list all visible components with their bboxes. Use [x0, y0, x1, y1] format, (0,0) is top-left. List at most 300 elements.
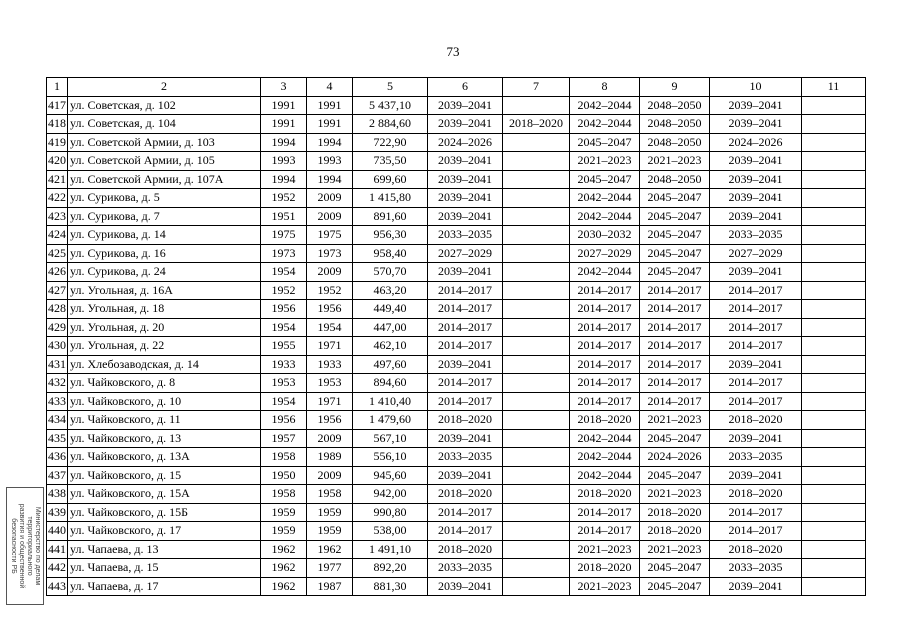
- stamp-line: Министерство по делам: [34, 506, 41, 586]
- cell-period-roof: 2039–2041: [428, 115, 503, 134]
- cell-year-built: 1973: [261, 244, 307, 263]
- table-row: [47, 429, 866, 448]
- cell-row-number: 439: [47, 503, 68, 522]
- cell-area: 990,80: [353, 503, 428, 522]
- cell-notes: [802, 374, 866, 393]
- cell-period-systems: 2048–2050: [640, 133, 710, 152]
- column-header: 9: [640, 78, 710, 97]
- cell-area: 447,00: [353, 318, 428, 337]
- cell-year-built: 1956: [261, 300, 307, 319]
- cell-row-number: 423: [47, 207, 68, 226]
- cell-period-general: 2014–2017: [710, 522, 802, 541]
- cell-notes: [802, 577, 866, 596]
- cell-period-roof: 2033–2035: [428, 448, 503, 467]
- cell-year-modernized: 1987: [307, 577, 353, 596]
- cell-period-systems: 2048–2050: [640, 96, 710, 115]
- cell-row-number: 421: [47, 170, 68, 189]
- cell-period-general: 2039–2041: [710, 207, 802, 226]
- column-header: 4: [307, 78, 353, 97]
- cell-period-roof: 2014–2017: [428, 337, 503, 356]
- cell-year-built: 1954: [261, 318, 307, 337]
- cell-area: 699,60: [353, 170, 428, 189]
- cell-area: 449,40: [353, 300, 428, 319]
- cell-period-foundation: 2018–2020: [570, 559, 640, 578]
- cell-period-roof: 2014–2017: [428, 522, 503, 541]
- cell-notes: [802, 337, 866, 356]
- cell-period-roof: 2039–2041: [428, 189, 503, 208]
- cell-row-number: 428: [47, 300, 68, 319]
- cell-period-roof: 2039–2041: [428, 96, 503, 115]
- cell-year-modernized: 1952: [307, 281, 353, 300]
- table-header-row: [47, 78, 866, 97]
- cell-period-foundation: 2027–2029: [570, 244, 640, 263]
- cell-period-facade: [503, 152, 570, 171]
- cell-period-roof: 2014–2017: [428, 392, 503, 411]
- stamp-line: безопасности РБ: [10, 518, 17, 574]
- cell-period-foundation: 2042–2044: [570, 448, 640, 467]
- cell-address: ул. Советской Армии, д. 107А: [68, 170, 261, 189]
- cell-area: 462,10: [353, 337, 428, 356]
- cell-period-general: 2014–2017: [710, 337, 802, 356]
- cell-area: 1 415,80: [353, 189, 428, 208]
- cell-year-modernized: 2009: [307, 466, 353, 485]
- cell-address: ул. Сурикова, д. 24: [68, 263, 261, 282]
- cell-notes: [802, 503, 866, 522]
- cell-period-general: 2014–2017: [710, 392, 802, 411]
- table-row: [47, 466, 866, 485]
- table-row: [47, 318, 866, 337]
- cell-year-modernized: 2009: [307, 429, 353, 448]
- cell-year-modernized: 1977: [307, 559, 353, 578]
- cell-row-number: 443: [47, 577, 68, 596]
- cell-period-foundation: 2042–2044: [570, 429, 640, 448]
- cell-year-modernized: 1991: [307, 96, 353, 115]
- cell-year-modernized: 1958: [307, 485, 353, 504]
- cell-period-general: 2027–2029: [710, 244, 802, 263]
- cell-year-built: 1952: [261, 281, 307, 300]
- cell-year-built: 1962: [261, 540, 307, 559]
- cell-address: ул. Угольная, д. 20: [68, 318, 261, 337]
- cell-year-modernized: 1989: [307, 448, 353, 467]
- cell-period-systems: 2014–2017: [640, 300, 710, 319]
- cell-period-general: 2033–2035: [710, 448, 802, 467]
- cell-period-systems: 2045–2047: [640, 429, 710, 448]
- table-row: [47, 133, 866, 152]
- cell-period-roof: 2039–2041: [428, 170, 503, 189]
- cell-address: ул. Чайковского, д. 15: [68, 466, 261, 485]
- cell-notes: [802, 133, 866, 152]
- table-row: [47, 503, 866, 522]
- cell-address: ул. Сурикова, д. 16: [68, 244, 261, 263]
- cell-address: ул. Чайковского, д. 11: [68, 411, 261, 430]
- cell-period-foundation: 2014–2017: [570, 318, 640, 337]
- table-row: [47, 485, 866, 504]
- cell-period-facade: [503, 466, 570, 485]
- cell-year-modernized: 1956: [307, 300, 353, 319]
- cell-year-modernized: 1959: [307, 522, 353, 541]
- table-row: [47, 355, 866, 374]
- cell-period-roof: 2039–2041: [428, 577, 503, 596]
- cell-notes: [802, 318, 866, 337]
- cell-year-built: 1951: [261, 207, 307, 226]
- table-row: [47, 226, 866, 245]
- cell-period-roof: 2039–2041: [428, 355, 503, 374]
- cell-period-foundation: 2045–2047: [570, 170, 640, 189]
- cell-address: ул. Хлебозаводская, д. 14: [68, 355, 261, 374]
- cell-period-facade: [503, 318, 570, 337]
- cell-period-systems: 2045–2047: [640, 263, 710, 282]
- table-body: [47, 78, 866, 596]
- cell-year-built: 1959: [261, 522, 307, 541]
- cell-period-facade: [503, 559, 570, 578]
- cell-year-built: 1958: [261, 448, 307, 467]
- cell-year-modernized: 2009: [307, 207, 353, 226]
- cell-area: 556,10: [353, 448, 428, 467]
- cell-period-systems: 2014–2017: [640, 281, 710, 300]
- cell-row-number: 433: [47, 392, 68, 411]
- cell-period-systems: 2045–2047: [640, 189, 710, 208]
- cell-year-modernized: 2009: [307, 189, 353, 208]
- column-header: 3: [261, 78, 307, 97]
- cell-address: ул. Чайковского, д. 10: [68, 392, 261, 411]
- cell-notes: [802, 448, 866, 467]
- cell-period-facade: [503, 133, 570, 152]
- cell-row-number: 429: [47, 318, 68, 337]
- cell-notes: [802, 392, 866, 411]
- cell-period-general: 2039–2041: [710, 152, 802, 171]
- cell-area: 567,10: [353, 429, 428, 448]
- table-row: [47, 152, 866, 171]
- cell-period-foundation: 2042–2044: [570, 189, 640, 208]
- column-header: 7: [503, 78, 570, 97]
- cell-notes: [802, 355, 866, 374]
- cell-period-systems: 2045–2047: [640, 244, 710, 263]
- table-row: [47, 540, 866, 559]
- cell-area: 942,00: [353, 485, 428, 504]
- cell-period-facade: [503, 96, 570, 115]
- cell-notes: [802, 115, 866, 134]
- cell-period-facade: [503, 374, 570, 393]
- cell-notes: [802, 189, 866, 208]
- cell-row-number: 422: [47, 189, 68, 208]
- cell-year-modernized: 1975: [307, 226, 353, 245]
- cell-notes: [802, 522, 866, 541]
- cell-period-roof: 2039–2041: [428, 207, 503, 226]
- cell-period-general: 2039–2041: [710, 429, 802, 448]
- cell-period-foundation: 2042–2044: [570, 115, 640, 134]
- cell-period-foundation: 2014–2017: [570, 503, 640, 522]
- cell-row-number: 427: [47, 281, 68, 300]
- cell-year-built: 1991: [261, 96, 307, 115]
- cell-year-modernized: 1993: [307, 152, 353, 171]
- cell-notes: [802, 281, 866, 300]
- cell-year-modernized: 2009: [307, 263, 353, 282]
- cell-year-built: 1955: [261, 337, 307, 356]
- cell-year-built: 1954: [261, 392, 307, 411]
- cell-area: 570,70: [353, 263, 428, 282]
- cell-period-facade: [503, 244, 570, 263]
- cell-notes: [802, 411, 866, 430]
- table-row: [47, 96, 866, 115]
- cell-period-general: 2014–2017: [710, 300, 802, 319]
- cell-area: 1 410,40: [353, 392, 428, 411]
- cell-period-systems: 2045–2047: [640, 577, 710, 596]
- cell-period-roof: 2014–2017: [428, 374, 503, 393]
- cell-area: 958,40: [353, 244, 428, 263]
- cell-row-number: 432: [47, 374, 68, 393]
- cell-period-general: 2039–2041: [710, 96, 802, 115]
- cell-year-modernized: 1956: [307, 411, 353, 430]
- cell-row-number: 425: [47, 244, 68, 263]
- cell-period-facade: [503, 392, 570, 411]
- cell-row-number: 424: [47, 226, 68, 245]
- cell-year-modernized: 1953: [307, 374, 353, 393]
- cell-period-roof: 2039–2041: [428, 152, 503, 171]
- cell-notes: [802, 429, 866, 448]
- cell-period-general: 2039–2041: [710, 170, 802, 189]
- stamp-line: территориального: [26, 516, 33, 576]
- cell-area: 497,60: [353, 355, 428, 374]
- cell-period-general: 2039–2041: [710, 466, 802, 485]
- cell-period-foundation: 2018–2020: [570, 411, 640, 430]
- cell-period-facade: [503, 485, 570, 504]
- cell-notes: [802, 263, 866, 282]
- cell-period-general: 2033–2035: [710, 559, 802, 578]
- cell-period-general: 2014–2017: [710, 374, 802, 393]
- cell-period-foundation: 2014–2017: [570, 337, 640, 356]
- cell-notes: [802, 226, 866, 245]
- cell-period-facade: [503, 355, 570, 374]
- cell-year-modernized: 1973: [307, 244, 353, 263]
- cell-notes: [802, 152, 866, 171]
- cell-period-general: 2018–2020: [710, 485, 802, 504]
- cell-row-number: 420: [47, 152, 68, 171]
- cell-address: ул. Чапаева, д. 17: [68, 577, 261, 596]
- cell-period-foundation: 2042–2044: [570, 207, 640, 226]
- cell-area: 2 884,60: [353, 115, 428, 134]
- cell-year-built: 1950: [261, 466, 307, 485]
- cell-year-built: 1975: [261, 226, 307, 245]
- cell-period-foundation: 2014–2017: [570, 392, 640, 411]
- cell-year-built: 1953: [261, 374, 307, 393]
- table-row: [47, 300, 866, 319]
- cell-year-modernized: 1991: [307, 115, 353, 134]
- cell-period-facade: [503, 207, 570, 226]
- cell-area: 956,30: [353, 226, 428, 245]
- cell-period-foundation: 2014–2017: [570, 300, 640, 319]
- cell-period-systems: 2021–2023: [640, 485, 710, 504]
- table-row: [47, 448, 866, 467]
- column-header: 6: [428, 78, 503, 97]
- cell-area: 945,60: [353, 466, 428, 485]
- cell-period-general: 2024–2026: [710, 133, 802, 152]
- cell-area: 1 479,60: [353, 411, 428, 430]
- cell-row-number: 434: [47, 411, 68, 430]
- cell-notes: [802, 96, 866, 115]
- cell-period-foundation: 2021–2023: [570, 540, 640, 559]
- cell-period-foundation: 2045–2047: [570, 133, 640, 152]
- cell-year-built: 1954: [261, 263, 307, 282]
- cell-period-foundation: 2042–2044: [570, 96, 640, 115]
- cell-period-roof: 2039–2041: [428, 466, 503, 485]
- cell-address: ул. Чапаева, д. 15: [68, 559, 261, 578]
- cell-period-facade: [503, 281, 570, 300]
- cell-address: ул. Угольная, д. 22: [68, 337, 261, 356]
- cell-period-facade: [503, 411, 570, 430]
- cell-period-general: 2018–2020: [710, 411, 802, 430]
- cell-notes: [802, 207, 866, 226]
- cell-period-systems: 2018–2020: [640, 522, 710, 541]
- cell-address: ул. Чайковского, д. 15А: [68, 485, 261, 504]
- cell-address: ул. Чайковского, д. 15Б: [68, 503, 261, 522]
- cell-address: ул. Сурикова, д. 5: [68, 189, 261, 208]
- cell-period-roof: 2018–2020: [428, 485, 503, 504]
- registration-stamp: [6, 487, 44, 605]
- cell-period-general: 2039–2041: [710, 355, 802, 374]
- cell-period-general: 2014–2017: [710, 281, 802, 300]
- cell-notes: [802, 485, 866, 504]
- cell-period-roof: 2024–2026: [428, 133, 503, 152]
- cell-period-roof: 2014–2017: [428, 281, 503, 300]
- cell-period-general: 2039–2041: [710, 115, 802, 134]
- cell-period-roof: 2039–2041: [428, 263, 503, 282]
- table-row: [47, 337, 866, 356]
- cell-area: 894,60: [353, 374, 428, 393]
- cell-area: 1 491,10: [353, 540, 428, 559]
- cell-period-foundation: 2014–2017: [570, 355, 640, 374]
- cell-area: 881,30: [353, 577, 428, 596]
- cell-row-number: 437: [47, 466, 68, 485]
- cell-period-roof: 2014–2017: [428, 318, 503, 337]
- table-row: [47, 263, 866, 282]
- cell-address: ул. Чайковского, д. 13А: [68, 448, 261, 467]
- table-row: [47, 189, 866, 208]
- cell-year-built: 1962: [261, 577, 307, 596]
- table-row: [47, 244, 866, 263]
- cell-year-modernized: 1971: [307, 392, 353, 411]
- cell-period-facade: [503, 540, 570, 559]
- cell-period-foundation: 2021–2023: [570, 152, 640, 171]
- cell-area: 892,20: [353, 559, 428, 578]
- cell-period-facade: [503, 577, 570, 596]
- cell-period-systems: 2018–2020: [640, 503, 710, 522]
- cell-period-roof: 2033–2035: [428, 226, 503, 245]
- cell-period-facade: [503, 522, 570, 541]
- cell-period-foundation: 2014–2017: [570, 281, 640, 300]
- cell-row-number: 430: [47, 337, 68, 356]
- cell-period-foundation: 2021–2023: [570, 577, 640, 596]
- cell-period-roof: 2027–2029: [428, 244, 503, 263]
- cell-year-modernized: 1954: [307, 318, 353, 337]
- cell-period-facade: [503, 189, 570, 208]
- stamp-text: [9, 490, 41, 602]
- cell-period-general: 2039–2041: [710, 263, 802, 282]
- table-row: [47, 115, 866, 134]
- stamp-line: развития и общественной: [18, 503, 25, 589]
- table-row: [47, 559, 866, 578]
- cell-period-facade: [503, 429, 570, 448]
- cell-address: ул. Советской Армии, д. 103: [68, 133, 261, 152]
- cell-notes: [802, 466, 866, 485]
- column-header: 5: [353, 78, 428, 97]
- cell-row-number: 440: [47, 522, 68, 541]
- table-row: [47, 207, 866, 226]
- cell-period-roof: 2033–2035: [428, 559, 503, 578]
- cell-period-systems: 2014–2017: [640, 392, 710, 411]
- cell-period-systems: 2021–2023: [640, 411, 710, 430]
- cell-address: ул. Чайковского, д. 13: [68, 429, 261, 448]
- cell-period-general: 2039–2041: [710, 189, 802, 208]
- cell-year-built: 1991: [261, 115, 307, 134]
- cell-period-roof: 2018–2020: [428, 411, 503, 430]
- cell-year-modernized: 1971: [307, 337, 353, 356]
- cell-period-general: 2014–2017: [710, 503, 802, 522]
- cell-period-systems: 2014–2017: [640, 337, 710, 356]
- cell-row-number: 438: [47, 485, 68, 504]
- cell-year-modernized: 1959: [307, 503, 353, 522]
- table-row: [47, 411, 866, 430]
- cell-row-number: 418: [47, 115, 68, 134]
- table-row: [47, 374, 866, 393]
- cell-period-facade: [503, 503, 570, 522]
- cell-address: ул. Угольная, д. 18: [68, 300, 261, 319]
- cell-address: ул. Сурикова, д. 7: [68, 207, 261, 226]
- cell-year-built: 1993: [261, 152, 307, 171]
- cell-period-facade: [503, 170, 570, 189]
- cell-period-systems: 2045–2047: [640, 466, 710, 485]
- cell-row-number: 426: [47, 263, 68, 282]
- cell-period-general: 2033–2035: [710, 226, 802, 245]
- column-header: 8: [570, 78, 640, 97]
- cell-period-facade: [503, 337, 570, 356]
- cell-period-foundation: 2042–2044: [570, 263, 640, 282]
- cell-period-foundation: 2042–2044: [570, 466, 640, 485]
- cell-period-systems: 2014–2017: [640, 355, 710, 374]
- cell-period-foundation: 2030–2032: [570, 226, 640, 245]
- cell-row-number: 436: [47, 448, 68, 467]
- cell-row-number: 431: [47, 355, 68, 374]
- cell-area: 463,20: [353, 281, 428, 300]
- cell-year-modernized: 1962: [307, 540, 353, 559]
- cell-area: 891,60: [353, 207, 428, 226]
- cell-notes: [802, 300, 866, 319]
- table-row: [47, 577, 866, 596]
- cell-period-roof: 2014–2017: [428, 300, 503, 319]
- table-row: [47, 281, 866, 300]
- cell-period-systems: 2048–2050: [640, 115, 710, 134]
- cell-notes: [802, 170, 866, 189]
- cell-year-built: 1933: [261, 355, 307, 374]
- cell-period-systems: 2024–2026: [640, 448, 710, 467]
- table-row: [47, 170, 866, 189]
- cell-period-foundation: 2014–2017: [570, 522, 640, 541]
- cell-year-modernized: 1994: [307, 133, 353, 152]
- cell-row-number: 442: [47, 559, 68, 578]
- cell-period-roof: 2014–2017: [428, 503, 503, 522]
- cell-period-systems: 2045–2047: [640, 207, 710, 226]
- cell-address: ул. Чайковского, д. 17: [68, 522, 261, 541]
- cell-year-built: 1962: [261, 559, 307, 578]
- cell-notes: [802, 540, 866, 559]
- cell-period-facade: [503, 263, 570, 282]
- cell-area: 538,00: [353, 522, 428, 541]
- page-number: 73: [446, 44, 460, 59]
- cell-row-number: 435: [47, 429, 68, 448]
- cell-year-built: 1957: [261, 429, 307, 448]
- column-header: 2: [68, 78, 261, 97]
- cell-period-general: 2014–2017: [710, 318, 802, 337]
- cell-row-number: 419: [47, 133, 68, 152]
